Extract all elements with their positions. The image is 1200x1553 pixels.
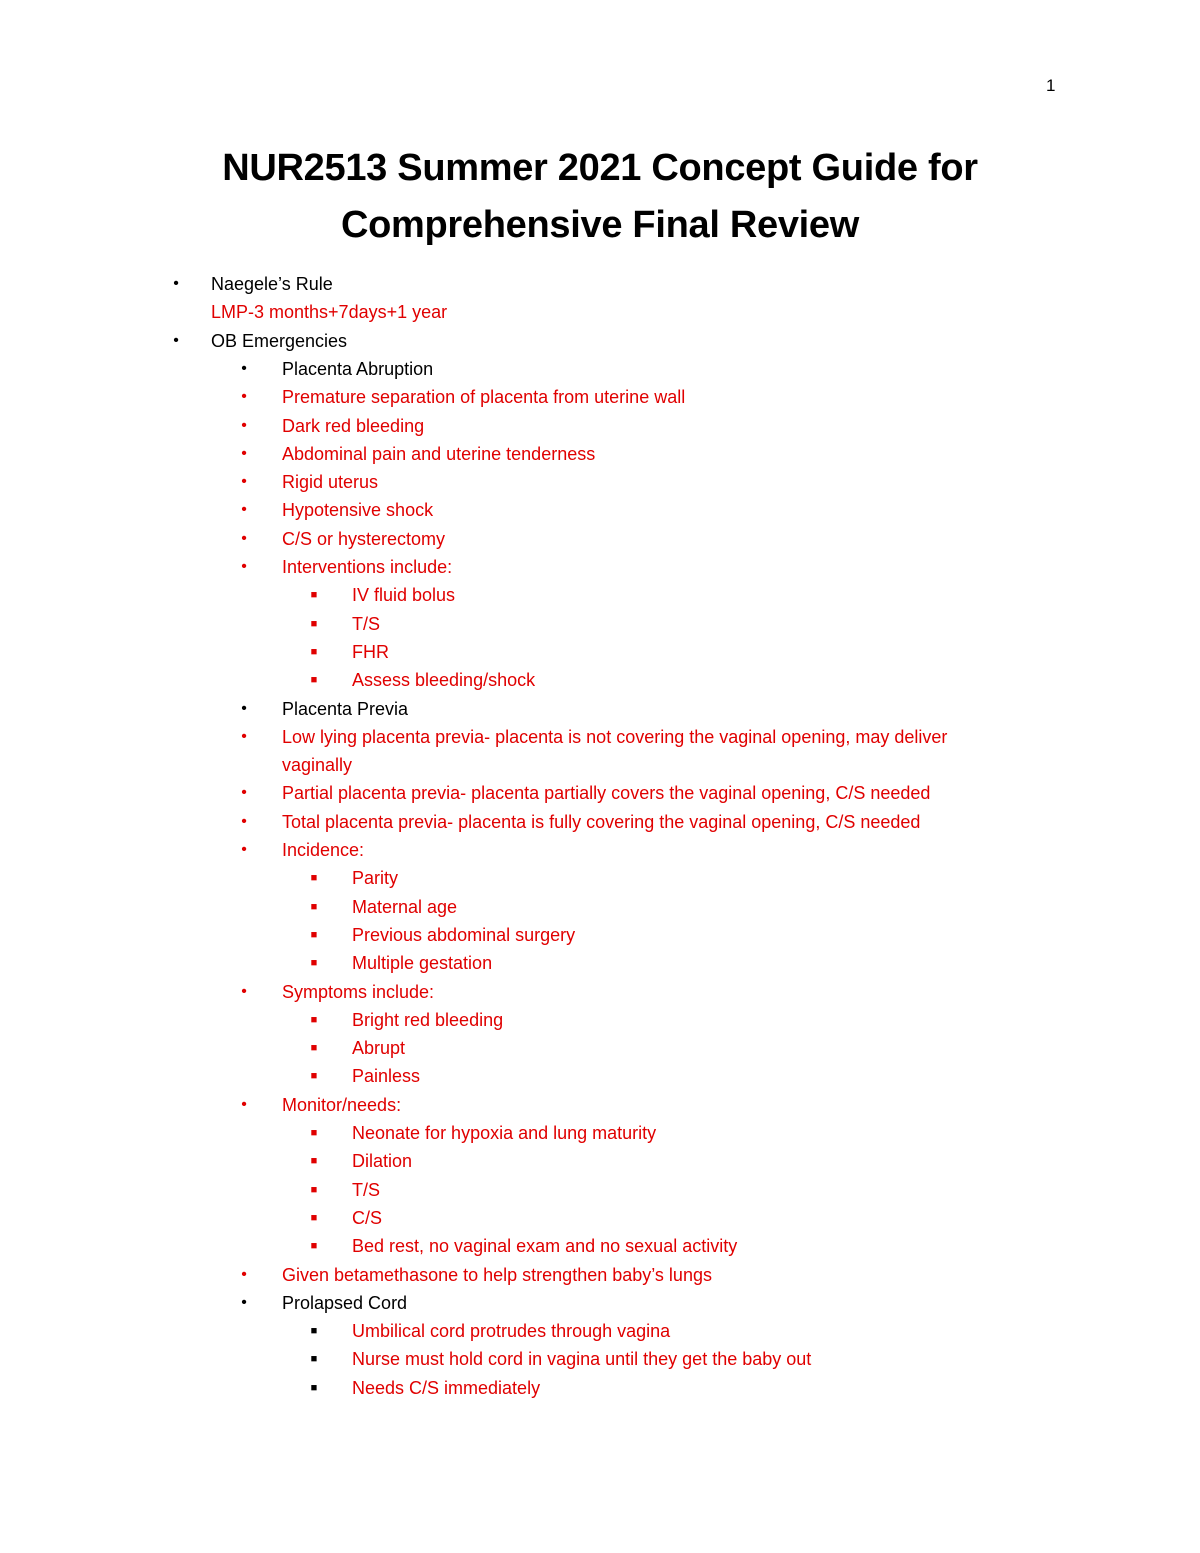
square-bullet-icon: ■ xyxy=(310,1211,318,1224)
square-bullet-icon: ■ xyxy=(310,872,318,885)
list-item-text: Painless xyxy=(352,1066,421,1087)
list-item-text: Partial placenta previa- placenta partially covers the vaginal opening, C/S needed xyxy=(282,783,931,804)
bullet-icon: • xyxy=(241,784,247,802)
square-bullet-icon: ■ xyxy=(310,674,318,687)
list-item-text: Needs C/S immediately xyxy=(352,1377,541,1398)
list-item-text: Placenta Previa xyxy=(282,698,409,719)
square-bullet-icon: ■ xyxy=(310,1325,318,1338)
title-line-2: Comprehensive Final Review xyxy=(340,204,860,246)
list-item-text: Total placenta previa- placenta is fully covering the vaginal opening, C/S needed xyxy=(282,811,921,832)
list-item-text: Naegele’s Rule xyxy=(211,274,333,294)
list-item-text: Dilation xyxy=(352,1151,413,1172)
square-bullet-icon: ■ xyxy=(310,1155,318,1168)
bullet-icon: • xyxy=(241,841,247,858)
square-bullet-icon: ■ xyxy=(310,1183,318,1196)
list-item-text: C/S xyxy=(352,1207,383,1228)
list-item-text: Placenta Abruption xyxy=(282,358,434,379)
list-item-text: Interventions include: xyxy=(282,557,453,577)
bullet-icon: • xyxy=(241,812,247,830)
square-bullet-icon: ■ xyxy=(310,1127,318,1139)
bullet-icon: • xyxy=(241,1095,247,1113)
list-item-text: C/S or hysterectomy xyxy=(282,528,446,549)
list-item-text: FHR xyxy=(352,641,389,662)
bullet-icon: • xyxy=(241,501,247,519)
square-bullet-icon: ■ xyxy=(310,957,318,970)
bullet-icon: • xyxy=(241,699,247,717)
square-bullet-icon: ■ xyxy=(310,617,318,630)
list-item-text: Dark red bleeding xyxy=(282,415,425,436)
page-title xyxy=(0,140,1200,254)
bullet-icon: • xyxy=(241,473,247,491)
list-item-text: Neonate for hypoxia and lung maturity xyxy=(352,1123,657,1143)
list-item-text: Given betamethasone to help strengthen baby’s lungs xyxy=(282,1264,712,1285)
square-bullet-icon: ■ xyxy=(310,645,318,658)
bullet-icon: • xyxy=(241,558,247,575)
list-item-text: vaginally xyxy=(282,755,353,776)
bullet-icon: • xyxy=(241,388,247,406)
list-item-text: Assess bleeding/shock xyxy=(352,670,536,691)
list-item-text: Monitor/needs: xyxy=(282,1094,402,1115)
list-item-text: Abrupt xyxy=(352,1038,406,1059)
bullet-icon: • xyxy=(241,529,247,547)
square-bullet-icon: ■ xyxy=(310,1070,318,1083)
square-bullet-icon: ■ xyxy=(310,589,318,602)
list-item-text: IV fluid bolus xyxy=(352,585,456,606)
square-bullet-icon: ■ xyxy=(310,900,318,913)
square-bullet-icon: ■ xyxy=(310,1240,318,1253)
list-item-text: OB Emergencies xyxy=(211,330,348,351)
list-item-text: Rigid uterus xyxy=(282,472,379,493)
list-item-text: Bed rest, no vaginal exam and no sexual activity xyxy=(352,1236,738,1257)
list-item-text: Umbilical cord protrudes through vagina xyxy=(352,1321,671,1342)
bullet-icon: • xyxy=(241,727,247,745)
list-item-text: Premature separation of placenta from uterine wall xyxy=(282,387,686,408)
square-bullet-icon: ■ xyxy=(310,928,318,941)
list-item-text: T/S xyxy=(352,1179,381,1200)
list-item-text: Bright red bleeding xyxy=(352,1009,504,1030)
list-item-text: Parity xyxy=(352,868,399,889)
list-item-text: Prolapsed Cord xyxy=(282,1292,408,1313)
bullet-icon: • xyxy=(173,331,179,349)
square-bullet-icon: ■ xyxy=(310,1042,318,1055)
list-item-text: Hypotensive shock xyxy=(282,500,434,521)
list-item-text: Low lying placenta previa- placenta is not covering the vaginal opening, may deliver xyxy=(282,726,948,747)
list-item-text: Maternal age xyxy=(352,896,458,917)
list-item-text: T/S xyxy=(352,613,381,634)
square-bullet-icon: ■ xyxy=(310,1013,318,1026)
list-item-text: Incidence: xyxy=(282,840,365,860)
square-bullet-icon: ■ xyxy=(310,1353,318,1366)
list-item-text: Nurse must hold cord in vagina until they get the baby out xyxy=(352,1349,812,1370)
square-bullet-icon: ■ xyxy=(310,1381,318,1394)
bullet-icon: • xyxy=(241,982,247,1000)
list-item-text: LMP-3 months+7days+1 year xyxy=(211,302,448,323)
list-item-text: Abdominal pain and uterine tenderness xyxy=(282,443,596,464)
bullet-icon: • xyxy=(173,275,179,292)
bullet-icon: • xyxy=(241,1265,247,1283)
bullet-icon: • xyxy=(241,416,247,434)
list-item-text: Previous abdominal surgery xyxy=(352,924,576,945)
list-item-text: Symptoms include: xyxy=(282,981,435,1002)
bullet-icon: • xyxy=(241,359,247,377)
list-item-text: Multiple gestation xyxy=(352,953,493,974)
bullet-icon: • xyxy=(241,444,247,462)
page-number: 1 xyxy=(1046,76,1056,95)
title-line-1: NUR2513 Summer 2021 Concept Guide for xyxy=(222,147,978,189)
bullet-icon: • xyxy=(241,1293,247,1311)
